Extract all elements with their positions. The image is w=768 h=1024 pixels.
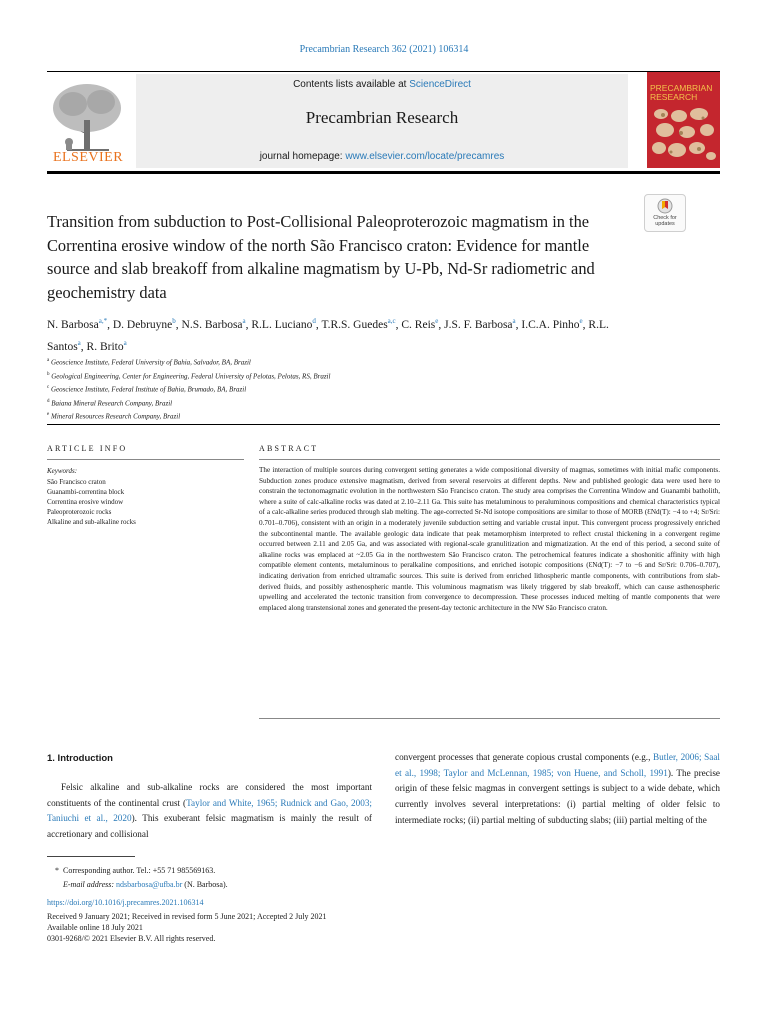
affiliation-text: Geological Engineering, Center for Engineering, Federal University of Pelotas, Pelotas, RS, Brazil [51, 371, 331, 380]
elsevier-wordmark: ELSEVIER [52, 150, 124, 165]
keywords-list [47, 477, 244, 527]
affiliation-key: e [47, 412, 50, 418]
body-text: Felsic alkaline and sub-alkaline rocks are considered the most important constituents of the continental crust ( [47, 782, 372, 808]
corresponding-author-note [55, 864, 555, 878]
citation-link[interactable]: Taylor and White, 1965; Rudnick and Gao, 2003; Taniuchi et al., 2020 [47, 797, 372, 824]
author-affiliation-marker[interactable]: a [512, 317, 516, 325]
author-affiliation-marker[interactable]: a,c [387, 317, 396, 325]
introduction-heading: 1. Introduction [47, 753, 113, 764]
keywords-heading: Keywords: [47, 467, 78, 475]
author-name[interactable]: J.S. F. Barbosa [444, 318, 513, 331]
affiliation-key: b [47, 371, 50, 377]
email-line [55, 878, 555, 892]
affiliation-item [47, 355, 667, 369]
affiliation-key: a [47, 358, 50, 363]
journal-homepage [136, 151, 628, 162]
author-affiliation-marker[interactable]: a,* [98, 317, 108, 325]
cover-title: PRECAMBRIAN RESEARCH [650, 83, 713, 102]
introduction-column-left [47, 780, 372, 843]
author-affiliation-marker[interactable]: a [77, 338, 81, 347]
author-name[interactable]: R. Brito [86, 340, 124, 353]
journal-citation[interactable]: Precambrian Research 362 (2021) 106314 [299, 44, 469, 55]
citation-link[interactable]: Butler, 2006; Saal et al., 1998; Taylor and McLennan, 1985; von Huene, and Scholl, 1991 [395, 752, 720, 778]
author-name[interactable]: R.L. Luciano [251, 318, 313, 331]
abstract-heading: ABSTRACT [259, 444, 319, 453]
keyword-item: São Francisco craton [47, 478, 106, 486]
email-label: E-mail address: [63, 880, 115, 889]
footnote [55, 864, 555, 892]
author-affiliation-marker[interactable]: e [435, 317, 439, 325]
author-affiliation-marker[interactable]: a [123, 338, 127, 347]
journal-name: Precambrian Research [305, 108, 459, 127]
email-link[interactable]: ndsbarbosa@ufba.br [116, 880, 183, 889]
affiliation-item [47, 382, 667, 396]
corresponding-author-text: Corresponding author. Tel.: +55 71 985569163. [63, 866, 216, 875]
affiliation-item [47, 409, 667, 423]
affiliation-text: Geoscience Institute, Federal University of Bahia, Salvador, BA, Brazil [50, 358, 251, 367]
crossmark-label: Check for updates [653, 215, 677, 227]
keyword-item: Paleoproterozoic rocks [47, 508, 112, 517]
contents-availability [136, 79, 628, 90]
author-affiliation-marker[interactable]: e [579, 317, 583, 325]
contents-prefix: Contents lists available at [293, 79, 410, 90]
email-suffix: (N. Barbosa). [184, 880, 228, 889]
check-for-updates-badge[interactable] [644, 194, 686, 232]
footnote-rule [47, 856, 135, 857]
affiliation-item [47, 396, 667, 410]
article-info-rule [47, 459, 244, 460]
author-name[interactable]: R.L. Santos [47, 318, 609, 353]
introduction-column-right [395, 750, 720, 829]
doi-link[interactable]: https://doi.org/10.1016/j.precamres.2021.106314 [47, 898, 204, 907]
affiliation-key: c [47, 385, 50, 391]
author-name[interactable]: C. Reis [401, 318, 436, 331]
publication-info [47, 897, 647, 944]
affiliation-list [47, 355, 667, 423]
author-name[interactable]: T.R.S. Guedes [321, 318, 388, 331]
section-divider [47, 424, 720, 425]
keyword-item: Guanambi-correntina block [47, 488, 125, 497]
affiliation-item [47, 369, 667, 383]
keyword-item: Alkaline and sub-alkaline rocks [47, 518, 136, 527]
footnote-marker: * [55, 866, 59, 875]
body-text: ). The precise origin of these felsic magmas in convergent settings is subject to a wide debate, which currently involves several interpretations: (i) partial melting of older felsic to intermediate rocks; (ii) partial melting of subducting slabs; (iii) partial melting of the [395, 767, 720, 825]
keyword-item: Correntina erosive window [47, 498, 124, 507]
author-list: N. Barbosa$^{a,*}$, D. Debruyne$^b$, N.S. Barbosa$^a$, R.L. Luciano$^d$, T.R.S. Guedes$^{a,c}$, C. Reis$^e$, J.S. F. Barbosa$^a$, I.C.A. Pinho$^e$, R.L. Santos$^a$, R. Brito$^a$ [47, 317, 609, 353]
crossmark-icon [657, 198, 673, 214]
homepage-link[interactable]: www.elsevier.com/locate/precamres [345, 151, 505, 162]
sciencedirect-link[interactable]: ScienceDirect [409, 79, 471, 90]
masthead-bottom-rule [47, 171, 720, 174]
author-name[interactable]: N.S. Barbosa [181, 318, 243, 331]
received-dates: Received 9 January 2021; Received in revised form 5 June 2021; Accepted 2 July 2021 [47, 912, 327, 921]
author-affiliation-marker[interactable]: a [242, 317, 246, 325]
affiliation-text: Baiana Mineral Research Company, Brazil [51, 398, 173, 407]
article-info-heading: ARTICLE INFO [47, 444, 128, 453]
author-name[interactable]: D. Debruyne [112, 318, 173, 331]
journal-cover-image[interactable] [647, 72, 720, 168]
masthead-top-rule [47, 71, 720, 72]
body-text: convergent processes that generate copious crustal components (e.g., [395, 752, 654, 762]
affiliation-key: d [47, 398, 50, 404]
available-online: Available online 18 July 2021 [47, 923, 143, 932]
author-affiliation-marker[interactable]: b [172, 317, 176, 325]
affiliation-text: Mineral Resources Research Company, Brazil [50, 412, 181, 421]
author-affiliation-marker[interactable]: d [312, 317, 316, 325]
abstract-text: The interaction of multiple sources during convergent setting generates a wide compositional diversity of magmas, sometimes with initial mafic components. Subduction zones produce extensive magmatism, derived from several reservoirs at different depths. New and published geologic data were used here to constrain the tectonomagmatic evolution in the northwestern São Francisco craton. The study area comprises the Correntina Window and Guanambi batholith, where a suite of calc-alkaline rocks was dated at 2.10–2.11 Ga. This suite has metaluminous to peraluminous compositions and chemical characteristics typical of a calc-alkaline series produced through slab melting. The age-corrected Sr-Nd isotope compositions are similar to those of MORB (ƐNd(T): −4 to +4; Sr/Sri: 0.701–0.706), consistent with an origin in a moderately juvenile subduction setting and variable crustal input. This convergent process progressively enriched the subcontinental mantle. The available geologic data indicate that peak metamorphism interpreted to reflect crustal thickening in a convergent regime occurred between 2.11 and 2.05 Ga, and was associated with regional-scale granulitization and migmatization. At the end of this period, a second suite of alkaline rocks was emplaced at ~2.05 Ga in the northwestern São Francisco craton. The petrochemical features indicate a shoshonitic affinity with high compatible element contents, metaluminous to peralkaline compositions, and enriched isotopic compositions (ƐNd(T): −7 to −6 and Sr/Sri: 0.706–0.707), indicating derivation from enriched ultramafic sources. This suite is derived from enriched lithospheric mantle components, with contributions from slab-derived fluids, and possibly asthenospheric mantle. This voluminous magmatism was likely triggered by slab breakoff, which can cause asthenospheric upwelling and accelerated the tectonic transition from convergence to decompression. These processes induced melting of mantle components that were emplaced along transtensional zones and generated the present-day tectonic architecture in the NW São Francisco craton. [259, 466, 720, 612]
body-text: ). This exuberant felsic magmatism is mainly the result of accretionary and collisional [47, 813, 372, 840]
abstract-rule [259, 459, 720, 460]
author-name[interactable]: I.C.A. Pinho [521, 318, 580, 331]
cover-texture [651, 106, 717, 164]
article-title: Transition from subduction to Post-Collisional Paleoproterozoic magmatism in the Correntina erosive window of the north São Francisco craton: Evidence for mantle source and slab breakoff from alkaline magmatism by U-Pb, Nd-Sr radiometric and geochemistry data [47, 212, 595, 302]
copyright: 0301-9268/© 2021 Elsevier B.V. All rights reserved. [47, 934, 216, 943]
homepage-prefix: journal homepage: [259, 151, 346, 162]
affiliation-text: Geoscience Institute, Federal Institute of Bahia, Brumado, BA, Brazil [50, 385, 247, 394]
author-name[interactable]: N. Barbosa [47, 318, 99, 331]
abstract-bottom-rule [259, 718, 720, 719]
